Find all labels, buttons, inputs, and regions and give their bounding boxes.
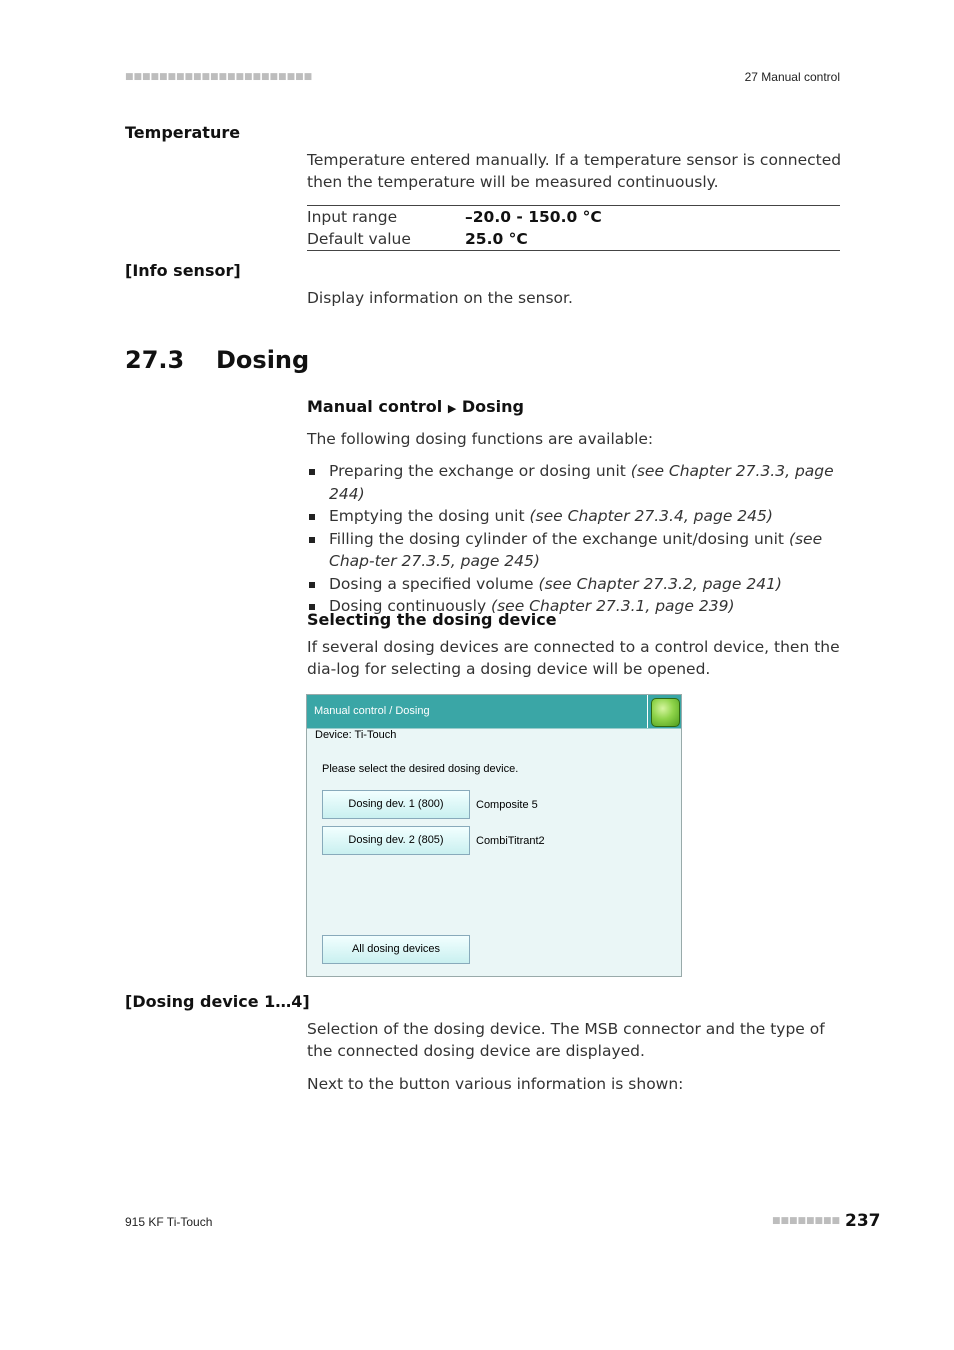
dialog-title: Manual control / Dosing	[314, 705, 430, 717]
function-list	[307, 460, 837, 618]
temperature-description: Temperature entered manually. If a temperature sensor is connected then the temperature will be measured continuously.	[307, 151, 842, 191]
param-value: 25.0 °C	[465, 230, 528, 248]
section-number: 27.3	[125, 346, 185, 374]
param-row-input-range	[307, 206, 840, 228]
section-title: Dosing	[216, 346, 310, 374]
param-row-default-value	[307, 228, 840, 250]
ok-button[interactable]	[647, 695, 681, 728]
nav-path-part1: Manual control	[307, 397, 443, 416]
chapter-link[interactable]: (see Chapter 27.3.1, page 239)	[491, 597, 735, 615]
footer-product: 915 KF Ti-Touch	[125, 1215, 213, 1229]
list-item: Preparing the exchange or dosing unit (see Chapter 27.3.3, page 244)	[307, 460, 837, 505]
chapter-link[interactable]: (see Chapter 27.3.2, page 241)	[538, 574, 782, 593]
running-header-chapter: 27 Manual control	[744, 70, 840, 84]
dialog-prompt: Please select the desired dosing device.	[322, 763, 519, 775]
list-item: Dosing a specified volume (see Chapter 27.3.2, page 241)	[307, 573, 837, 596]
chapter-link[interactable]: (see Chapter 27.3.3, page 244)	[329, 462, 834, 503]
dialog-title-bar	[307, 695, 681, 728]
chapter-link[interactable]: (see Chapter 27.3.4, page 245)	[529, 507, 773, 525]
intro-text: The following dosing functions are available:	[307, 430, 654, 448]
footer-decoration: ■■■■■■■■	[772, 1216, 841, 1226]
dosing-dialog-screenshot	[306, 694, 682, 977]
param-name: Default value	[307, 230, 411, 248]
dosing-device-2-info: CombiTitrant2	[476, 835, 545, 847]
param-name: Input range	[307, 208, 398, 226]
ok-icon	[651, 698, 680, 727]
list-item: Dosing continuously (see Chapter 27.3.1, page 239)	[307, 595, 837, 618]
device-label: Device: Ti-Touch	[315, 729, 397, 741]
list-item: Filling the dosing cylinder of the exchange unit/dosing unit (see Chap-ter 27.3.5, page 245)	[307, 528, 837, 573]
section-heading	[125, 346, 309, 374]
nav-path	[307, 397, 524, 416]
dosing-device-description: Selection of the dosing device. The MSB connector and the type of the connected dosing device are displayed.	[307, 1020, 825, 1060]
info-sensor-description: Display information on the sensor.	[307, 289, 573, 307]
chapter-link[interactable]: (see Chap-ter 27.3.5, page 245)	[329, 529, 823, 570]
term-info-sensor: [Info sensor]	[125, 261, 241, 280]
parameter-table	[307, 205, 840, 251]
header-decoration: ■■■■■■■■■■■■■■■■■■■■■■	[125, 72, 313, 82]
term-dosing-device: [Dosing device 1…4]	[125, 992, 310, 1011]
nav-path-part2: Dosing	[461, 397, 524, 416]
param-value: –20.0 - 150.0 °C	[465, 208, 602, 226]
dosing-device-1-button[interactable]: Dosing dev. 1 (800)	[322, 790, 470, 819]
subheading-selecting: Selecting the dosing device	[307, 610, 557, 629]
nav-arrow-icon: ▶	[447, 402, 457, 415]
page-number: 237	[845, 1211, 881, 1231]
list-item: Emptying the dosing unit (see Chapter 27.3.4, page 245)	[307, 505, 837, 528]
dosing-device-1-info: Composite 5	[476, 799, 538, 811]
selecting-description: If several dosing devices are connected to a control device, then the dia-log for selecting a dosing device will be opened.	[307, 638, 840, 678]
dosing-device-2-button[interactable]: Dosing dev. 2 (805)	[322, 826, 470, 855]
term-temperature: Temperature	[125, 123, 241, 142]
all-dosing-devices-button[interactable]: All dosing devices	[322, 935, 470, 964]
dosing-device-info-note: Next to the button various information is shown:	[307, 1075, 684, 1093]
